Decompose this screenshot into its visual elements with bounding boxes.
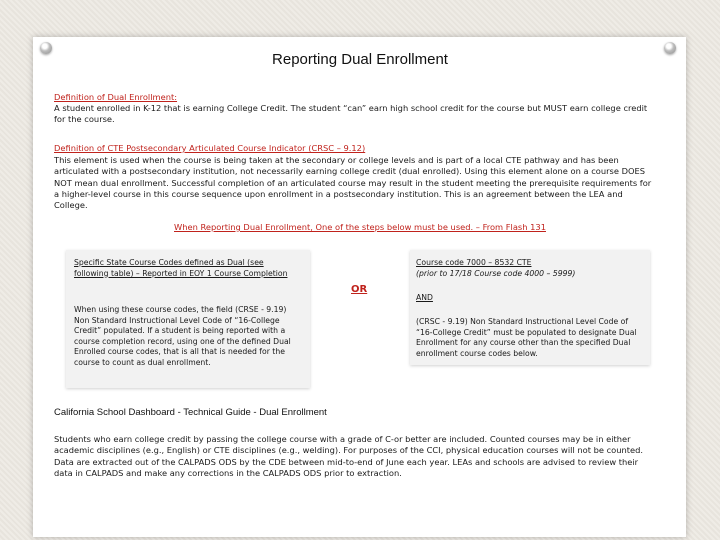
cte-course-box xyxy=(410,250,650,365)
cte-course-body: (CRSC - 9.19) Non Standard Instructional Level Code of “16-College Credit” must be populated to designate Dual Enrollment for any course other than the specified Dual enrollment course codes below. xyxy=(416,317,637,358)
course-codes-box xyxy=(66,250,310,388)
course-codes-body: When using these course codes, the field (CRSE - 9.19) Non Standard Instructional Level Code of “16-College Credit” populated. If a student is being reported with a course completion record, using one of the defined Dual Enrolled course codes, that is all that is needed for the course to count as dual enrollment. xyxy=(74,305,291,367)
dashboard-guide-title: California School Dashboard - Technical Guide - Dual Enrollment xyxy=(54,407,327,418)
cte-course-range: Course code 7000 – 8532 CTE xyxy=(416,258,532,267)
cte-definition-body: This element is used when the course is being taken at the secondary or college levels and is part of a local CTE pathway and has been articulated with a postsecondary institution, not necessarily earning college credit (dual enrolled). Using this element alone on a course DOES NOT mean dual enrollment. Successful completion of an articulated course may result in the student meeting the prerequisite requirements for a higher-level course in this course sequence upon enrollment in a postsecondary institution. This is an agreement between the LEA and College. xyxy=(54,155,652,211)
dashboard-guide-body: Students who earn college credit by passing the college course with a grade of C-or better are included. Counted courses may be in either academic disciplines (e.g., English) or CTE disciplines (e.g., welding). For purposes of the CCI, physical education courses will not be counted. Data are extracted out of the CALPADS ODS by the CDE between mid-to-end of June each year. LEAs and schools are advised to review their data in CALPADS and make any corrections in the CALPADS ODS prior to extraction. xyxy=(54,434,644,478)
cte-prior-range: (prior to 17/18 Course code 4000 – 5999) xyxy=(416,269,576,278)
dual-enrollment-definition-heading: Definition of Dual Enrollment: xyxy=(54,92,178,102)
and-label: AND xyxy=(416,293,433,302)
reporting-instruction: When Reporting Dual Enrollment, One of the steps below must be used. – From Flash 131 xyxy=(174,222,546,232)
or-label: OR xyxy=(351,284,368,295)
course-codes-heading: Specific State Course Codes defined as Dual (see following table) – Reported in EOY 1 Course Completion xyxy=(74,258,288,278)
cte-definition-heading: Definition of CTE Postsecondary Articulated Course Indicator (CRSC – 9.12) xyxy=(54,143,366,153)
slide-title: Reporting Dual Enrollment xyxy=(272,51,448,68)
dual-enrollment-definition-body: A student enrolled in K-12 that is earning College Credit. The student “can” earn high school credit for the course but MUST earn college credit for the course. xyxy=(54,103,648,125)
